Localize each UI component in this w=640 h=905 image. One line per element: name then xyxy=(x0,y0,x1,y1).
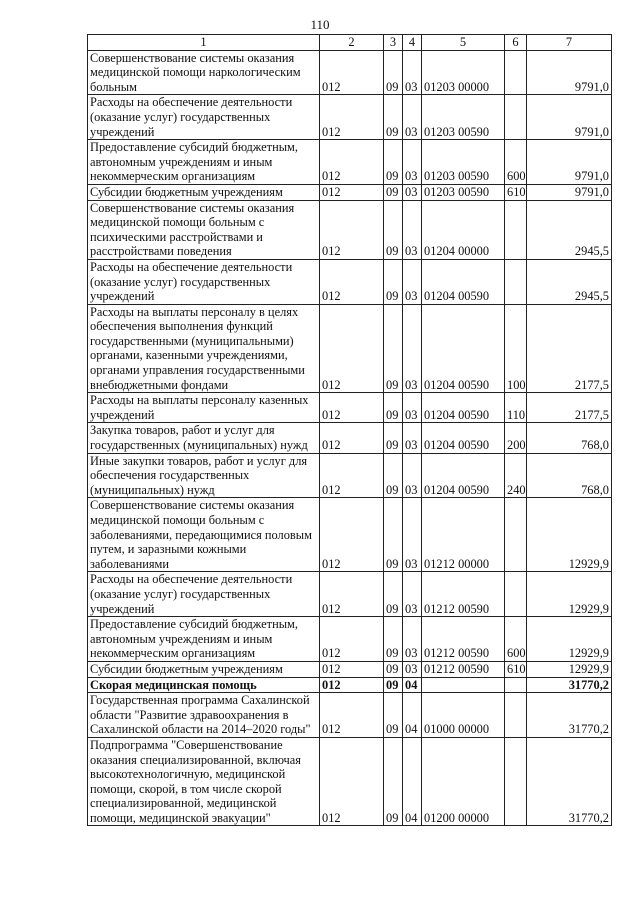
expense-name-cell: Расходы на обеспечение деятельности (оказание услуг) государственных учреждений xyxy=(88,259,320,304)
section-code-cell: 09 xyxy=(384,184,403,200)
amount-cell: 9791,0 xyxy=(527,50,612,95)
section-code-cell: 09 xyxy=(384,498,403,572)
expense-type-cell: 610 xyxy=(505,661,527,677)
amount-cell: 768,0 xyxy=(527,453,612,498)
section-code-cell: 09 xyxy=(384,259,403,304)
section-code-cell: 09 xyxy=(384,677,403,693)
section-code-cell: 09 xyxy=(384,453,403,498)
subsection-code-cell: 03 xyxy=(403,423,422,453)
header-cell: 4 xyxy=(403,35,422,51)
subsection-code-cell: 04 xyxy=(403,737,422,826)
ministry-code-cell: 012 xyxy=(320,304,384,393)
expense-type-cell xyxy=(505,95,527,140)
ministry-code-cell: 012 xyxy=(320,50,384,95)
amount-cell: 31770,2 xyxy=(527,693,612,738)
expense-name-cell: Скорая медицинская помощь xyxy=(88,677,320,693)
subsection-code-cell: 03 xyxy=(403,95,422,140)
subsection-code-cell: 03 xyxy=(403,453,422,498)
table-row xyxy=(88,393,612,423)
ministry-code-cell: 012 xyxy=(320,661,384,677)
expense-name-cell: Подпрограмма "Совершенствование оказания специализированной, включая высокотехнологичную, медицинской помощи, скорой, в том числе скорой специализированной, медицинской помощи, медицинской эвакуации" xyxy=(88,737,320,826)
expense-name-cell: Расходы на обеспечение деятельности (оказание услуг) государственных учреждений xyxy=(88,95,320,140)
amount-cell: 2945,5 xyxy=(527,259,612,304)
subsection-code-cell: 03 xyxy=(403,572,422,617)
expense-name-cell: Государственная программа Сахалинской области "Развитие здравоохранения в Сахалинской области на 2014–2020 годы" xyxy=(88,693,320,738)
expense-name-cell: Предоставление субсидий бюджетным, автономным учреждениям и иным некоммерческим организациям xyxy=(88,140,320,185)
section-code-cell: 09 xyxy=(384,423,403,453)
header-cell: 6 xyxy=(505,35,527,51)
target-article-cell: 01000 00000 xyxy=(422,693,505,738)
target-article-cell: 01204 00590 xyxy=(422,453,505,498)
subsection-code-cell: 04 xyxy=(403,693,422,738)
expense-name-cell: Субсидии бюджетным учреждениям xyxy=(88,184,320,200)
subsection-code-cell: 03 xyxy=(403,617,422,662)
target-article-cell: 01212 00000 xyxy=(422,498,505,572)
expense-type-cell xyxy=(505,737,527,826)
amount-cell: 31770,2 xyxy=(527,677,612,693)
table-row xyxy=(88,259,612,304)
table-row xyxy=(88,737,612,826)
ministry-code-cell: 012 xyxy=(320,259,384,304)
table-row xyxy=(88,200,612,259)
expense-name-cell: Совершенствование системы оказания медицинской помощи больным с психическими расстройствами и расстройствами поведения xyxy=(88,200,320,259)
expense-name-cell: Совершенствование системы оказания медицинской помощи больным с заболеваниями, передающимися половым путем, и заразными кожными заболеваниями xyxy=(88,498,320,572)
section-code-cell: 09 xyxy=(384,95,403,140)
target-article-cell: 01203 00000 xyxy=(422,50,505,95)
section-code-cell: 09 xyxy=(384,304,403,393)
target-article-cell: 01203 00590 xyxy=(422,140,505,185)
expense-name-cell: Совершенствование системы оказания медицинской помощи наркологическим больным xyxy=(88,50,320,95)
target-article-cell: 01212 00590 xyxy=(422,572,505,617)
target-article-cell: 01212 00590 xyxy=(422,617,505,662)
target-article-cell: 01204 00000 xyxy=(422,200,505,259)
expense-type-cell xyxy=(505,50,527,95)
expense-name-cell: Закупка товаров, работ и услуг для государственных (муниципальных) нужд xyxy=(88,423,320,453)
table-row xyxy=(88,693,612,738)
section-code-cell: 09 xyxy=(384,737,403,826)
table-row xyxy=(88,95,612,140)
subsection-code-cell: 03 xyxy=(403,304,422,393)
table-row xyxy=(88,423,612,453)
amount-cell: 9791,0 xyxy=(527,184,612,200)
section-code-cell: 09 xyxy=(384,200,403,259)
section-code-cell: 09 xyxy=(384,661,403,677)
ministry-code-cell: 012 xyxy=(320,677,384,693)
target-article-cell: 01212 00590 xyxy=(422,661,505,677)
expense-name-cell: Иные закупки товаров, работ и услуг для обеспечения государственных (муниципальных) нужд xyxy=(88,453,320,498)
subsection-code-cell: 03 xyxy=(403,200,422,259)
amount-cell: 9791,0 xyxy=(527,95,612,140)
amount-cell: 12929,9 xyxy=(527,572,612,617)
header-cell: 1 xyxy=(88,35,320,51)
table-row xyxy=(88,50,612,95)
ministry-code-cell: 012 xyxy=(320,140,384,185)
table-row xyxy=(88,140,612,185)
expense-type-cell xyxy=(505,693,527,738)
amount-cell: 31770,2 xyxy=(527,737,612,826)
ministry-code-cell: 012 xyxy=(320,393,384,423)
expense-type-cell xyxy=(505,572,527,617)
expense-type-cell: 100 xyxy=(505,304,527,393)
target-article-cell: 01204 00590 xyxy=(422,259,505,304)
table-row xyxy=(88,304,612,393)
expense-type-cell: 610 xyxy=(505,184,527,200)
amount-cell: 12929,9 xyxy=(527,661,612,677)
target-article-cell: 01203 00590 xyxy=(422,184,505,200)
ministry-code-cell: 012 xyxy=(320,184,384,200)
page-number: 110 xyxy=(310,17,330,32)
expense-type-cell xyxy=(505,259,527,304)
table-row xyxy=(88,677,612,693)
ministry-code-cell: 012 xyxy=(320,572,384,617)
table-row xyxy=(88,184,612,200)
table-row xyxy=(88,498,612,572)
subsection-code-cell: 03 xyxy=(403,184,422,200)
target-article-cell: 01204 00590 xyxy=(422,393,505,423)
ministry-code-cell: 012 xyxy=(320,693,384,738)
amount-cell: 2177,5 xyxy=(527,393,612,423)
section-code-cell: 09 xyxy=(384,572,403,617)
expense-type-cell: 240 xyxy=(505,453,527,498)
ministry-code-cell: 012 xyxy=(320,617,384,662)
section-code-cell: 09 xyxy=(384,393,403,423)
amount-cell: 12929,9 xyxy=(527,498,612,572)
ministry-code-cell: 012 xyxy=(320,200,384,259)
subsection-code-cell: 03 xyxy=(403,498,422,572)
subsection-code-cell: 03 xyxy=(403,393,422,423)
table-row xyxy=(88,572,612,617)
expense-name-cell: Предоставление субсидий бюджетным, автономным учреждениям и иным некоммерческим организациям xyxy=(88,617,320,662)
expense-name-cell: Субсидии бюджетным учреждениям xyxy=(88,661,320,677)
amount-cell: 12929,9 xyxy=(527,617,612,662)
expense-name-cell: Расходы на выплаты персоналу казенных учреждений xyxy=(88,393,320,423)
expense-type-cell xyxy=(505,677,527,693)
target-article-cell: 01204 00590 xyxy=(422,304,505,393)
table-row xyxy=(88,661,612,677)
target-article-cell: 01200 00000 xyxy=(422,737,505,826)
ministry-code-cell: 012 xyxy=(320,95,384,140)
header-cell: 7 xyxy=(527,35,612,51)
budget-table xyxy=(87,34,612,826)
ministry-code-cell: 012 xyxy=(320,423,384,453)
expense-type-cell: 200 xyxy=(505,423,527,453)
section-code-cell: 09 xyxy=(384,50,403,95)
ministry-code-cell: 012 xyxy=(320,737,384,826)
expense-type-cell xyxy=(505,498,527,572)
table-row xyxy=(88,617,612,662)
target-article-cell: 01203 00590 xyxy=(422,95,505,140)
amount-cell: 9791,0 xyxy=(527,140,612,185)
target-article-cell: 01204 00590 xyxy=(422,423,505,453)
header-cell: 2 xyxy=(320,35,384,51)
header-cell: 3 xyxy=(384,35,403,51)
expense-type-cell: 600 xyxy=(505,140,527,185)
amount-cell: 2177,5 xyxy=(527,304,612,393)
header-cell: 5 xyxy=(422,35,505,51)
table-row xyxy=(88,453,612,498)
subsection-code-cell: 03 xyxy=(403,259,422,304)
expense-name-cell: Расходы на выплаты персоналу в целях обеспечения выполнения функций государственными (муниципальными) органами, казенными учреждениями, органами управления государственными внебюджетными фондами xyxy=(88,304,320,393)
expense-type-cell: 110 xyxy=(505,393,527,423)
amount-cell: 768,0 xyxy=(527,423,612,453)
header-row xyxy=(88,35,612,51)
subsection-code-cell: 03 xyxy=(403,50,422,95)
expense-type-cell xyxy=(505,200,527,259)
target-article-cell xyxy=(422,677,505,693)
ministry-code-cell: 012 xyxy=(320,453,384,498)
expense-type-cell: 600 xyxy=(505,617,527,662)
ministry-code-cell: 012 xyxy=(320,498,384,572)
section-code-cell: 09 xyxy=(384,617,403,662)
section-code-cell: 09 xyxy=(384,140,403,185)
amount-cell: 2945,5 xyxy=(527,200,612,259)
section-code-cell: 09 xyxy=(384,693,403,738)
expense-name-cell: Расходы на обеспечение деятельности (оказание услуг) государственных учреждений xyxy=(88,572,320,617)
subsection-code-cell: 04 xyxy=(403,677,422,693)
subsection-code-cell: 03 xyxy=(403,140,422,185)
subsection-code-cell: 03 xyxy=(403,661,422,677)
